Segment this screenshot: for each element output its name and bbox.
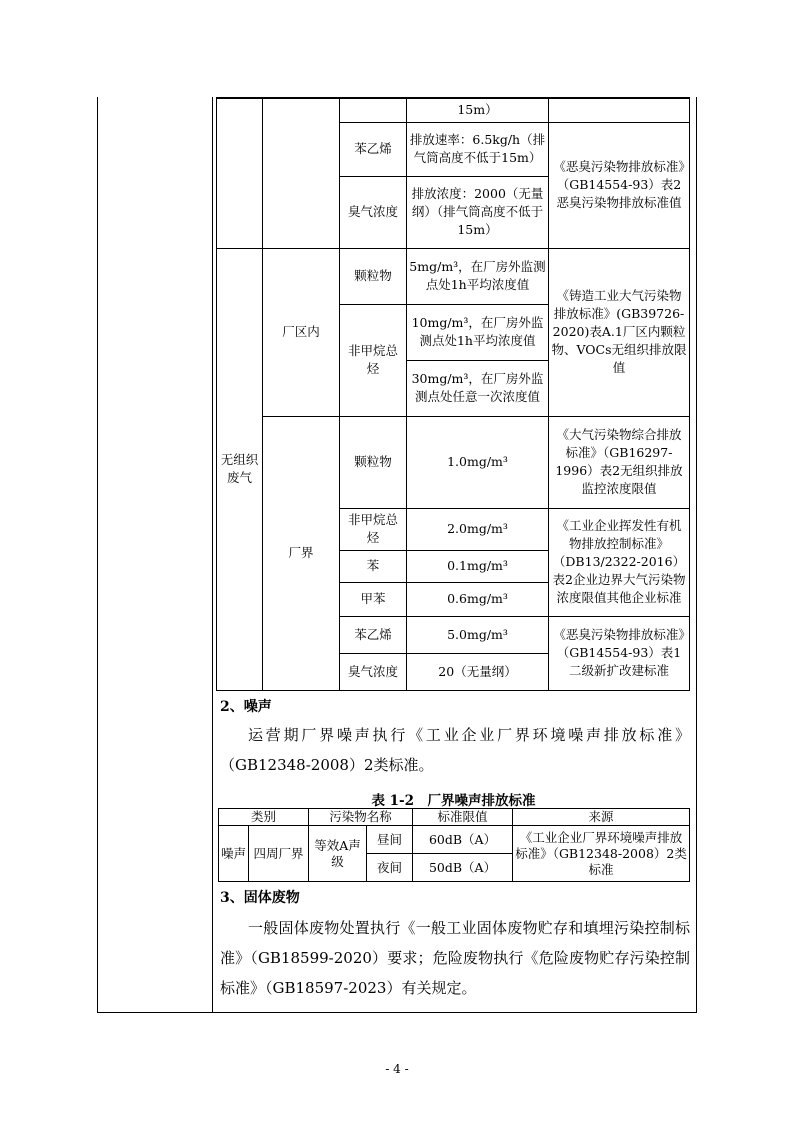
- cont-std: [549, 98, 690, 122]
- noise-standard-table: [218, 808, 690, 882]
- cont-limit: 15m）: [407, 98, 549, 122]
- boundary-label: 厂界: [263, 416, 340, 690]
- pollutant-cell: 苯: [340, 550, 407, 582]
- pollutant-cell: 苯乙烯: [340, 616, 407, 653]
- gas-emission-table: [216, 97, 690, 691]
- limit-cell: 0.1mg/m³: [407, 550, 549, 582]
- category-area: 四周厂界: [249, 826, 309, 882]
- pollutant-cell: 甲苯: [340, 582, 407, 616]
- standard-cell: 《恶臭污染物排放标准》（GB14554-93）表2恶臭污染物排放标准值: [549, 122, 690, 248]
- limit-cell: 排放速率：6.5kg/h（排气筒高度不低于15m）: [407, 122, 549, 176]
- standard-cell: 《大气污染物综合排放标准》（GB16297-1996）表2无组织排放监控浓度限值: [549, 416, 690, 508]
- pollutant-cell: 苯乙烯: [340, 122, 407, 176]
- cont-left-blank-2: [263, 98, 340, 248]
- category-noise: 噪声: [219, 826, 249, 882]
- limit-cell: 0.6mg/m³: [407, 582, 549, 616]
- limit-cell: 30mg/m³，在厂房外监测点处任意一次浓度值: [407, 360, 549, 416]
- noise-paragraph-text: 运营期厂界噪声执行《工业企业厂界环境噪声排放标准》（GB12348-2008）2类标准。: [220, 726, 690, 774]
- solid-waste-heading: 3、固体废物: [220, 890, 300, 906]
- limit-cell: 排放浓度：2000（无量纲）（排气筒高度不低于15m）: [407, 176, 549, 248]
- page-number: - 4 -: [385, 1062, 409, 1076]
- standard-cell: 《铸造工业大气污染物排放标准》(GB39726-2020)表A.1厂区内颗粒物、VOCs无组织排放限值: [549, 248, 690, 416]
- table-caption: 表 1-2 厂界噪声排放标准: [371, 793, 536, 809]
- column-divider: [212, 97, 213, 1013]
- period-night: 夜间: [367, 854, 413, 882]
- limit-cell: 20（无量纲）: [407, 653, 549, 690]
- pollutant-cell: 颗粒物: [340, 248, 407, 304]
- standard-cell: 《工业企业挥发性有机物排放控制标准》（DB13/2322-2016）表2企业边界大气污染物浓度限值其他企业标准: [549, 508, 690, 616]
- limit-cell: 5.0mg/m³: [407, 616, 549, 653]
- col-category: 类别: [219, 809, 309, 826]
- limit-cell: 10mg/m³，在厂房外监测点处1h平均浓度值: [407, 304, 549, 360]
- limit-night: 50dB（A）: [413, 854, 513, 882]
- cont-item: [340, 98, 407, 122]
- noise-heading: 2、噪声: [220, 699, 272, 715]
- cont-left-blank: [217, 98, 263, 248]
- pollutant-cell: 非甲烷总烃: [340, 304, 407, 416]
- noise-source: 《工业企业厂界环境噪声排放标准》（GB12348-2008）2类标准: [513, 826, 690, 882]
- fugitive-gas-label: 无组织废气: [217, 248, 263, 690]
- period-day: 昼间: [367, 826, 413, 854]
- limit-cell: 5mg/m³，在厂房外监测点处1h平均浓度值: [407, 248, 549, 304]
- plant-inside-label: 厂区内: [263, 248, 340, 416]
- col-pollutant: 污染物名称: [309, 809, 413, 826]
- col-source: 来源: [513, 809, 690, 826]
- limit-cell: 2.0mg/m³: [407, 508, 549, 550]
- pollutant-name: 等效A声级: [309, 826, 367, 882]
- noise-paragraph: [220, 720, 690, 780]
- pollutant-cell: 臭气浓度: [340, 653, 407, 690]
- pollutant-cell: 颗粒物: [340, 416, 407, 508]
- solid-waste-paragraph: [220, 913, 690, 1003]
- pollutant-cell: 臭气浓度: [340, 176, 407, 248]
- col-limit: 标准限值: [413, 809, 513, 826]
- limit-day: 60dB（A）: [413, 826, 513, 854]
- solid-waste-paragraph-text: 一般固体废物处置执行《一般工业固体废物贮存和填埋污染控制标准》（GB18599-2020）要求；危险废物执行《危险废物贮存污染控制标准》（GB18597-2023）有关规定。: [220, 919, 690, 997]
- pollutant-cell: 非甲烷总烃: [340, 508, 407, 550]
- limit-cell: 1.0mg/m³: [407, 416, 549, 508]
- standard-cell: 《恶臭污染物排放标准》（GB14554-93）表1二级新扩改建标准: [549, 616, 690, 690]
